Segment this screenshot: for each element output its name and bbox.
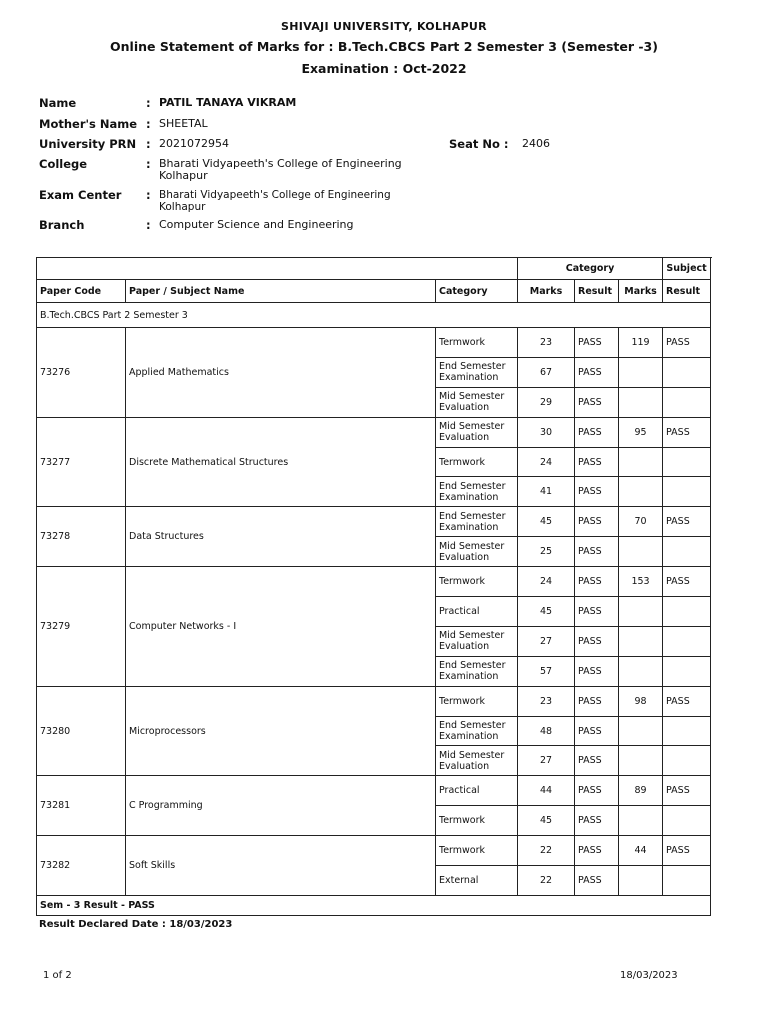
semester-label: B.Tech.CBCS Part 2 Semester 3 <box>37 303 711 328</box>
result-declared-date: Result Declared Date : 18/03/2023 <box>39 919 233 930</box>
center-line2: Kolhapur <box>159 201 206 213</box>
result-cell: PASS <box>575 716 619 746</box>
category-cell: End Semester Examination <box>436 716 518 746</box>
subject-marks-cell <box>619 866 663 896</box>
college-value <box>159 158 402 182</box>
page-number: 1 of 2 <box>43 970 72 981</box>
group-header-row <box>37 258 711 280</box>
subject-marks-cell <box>619 357 663 387</box>
colon: : <box>146 137 151 151</box>
subject-marks-cell: 95 <box>619 417 663 447</box>
result-cell: PASS <box>575 567 619 597</box>
group-subject: Subject <box>663 258 711 280</box>
col-paper-code: Paper Code <box>37 280 126 303</box>
university-title: SHIVAJI UNIVERSITY, KOLHAPUR <box>281 20 487 33</box>
result-cell: PASS <box>575 626 619 656</box>
subject-result-cell <box>663 477 711 507</box>
semester-result-row <box>37 895 711 915</box>
paper-code: 73279 <box>37 567 126 687</box>
subject-marks-cell <box>619 537 663 567</box>
result-cell: PASS <box>575 328 619 358</box>
category-cell: Mid Semester Evaluation <box>436 417 518 447</box>
subject-result-cell: PASS <box>663 836 711 866</box>
result-cell: PASS <box>575 866 619 896</box>
marks-cell: 23 <box>518 686 575 716</box>
category-cell: Termwork <box>436 806 518 836</box>
college-label: College <box>39 157 88 171</box>
result-cell: PASS <box>575 477 619 507</box>
colon: : <box>146 157 151 171</box>
category-cell: Termwork <box>436 686 518 716</box>
result-cell: PASS <box>575 537 619 567</box>
table-row <box>37 567 711 597</box>
subject-marks-cell: 153 <box>619 567 663 597</box>
subject-result-cell <box>663 656 711 686</box>
subject-marks-cell: 98 <box>619 686 663 716</box>
subject-marks-cell <box>619 387 663 417</box>
subject-result-cell: PASS <box>663 507 711 537</box>
paper-name: Microprocessors <box>126 686 436 776</box>
student-name: PATIL TANAYA VIKRAM <box>159 96 297 109</box>
name-label: Name <box>39 96 77 110</box>
category-cell: Termwork <box>436 836 518 866</box>
branch-label: Branch <box>39 218 85 232</box>
center-value <box>159 189 391 213</box>
print-date: 18/03/2023 <box>620 970 678 981</box>
category-cell: Mid Semester Evaluation <box>436 626 518 656</box>
marks-cell: 41 <box>518 477 575 507</box>
subject-result-cell <box>663 746 711 776</box>
group-header-blank <box>37 258 518 280</box>
college-line1: Bharati Vidyapeeth's College of Engineering <box>159 157 402 170</box>
paper-code: 73281 <box>37 776 126 836</box>
paper-name: Soft Skills <box>126 836 436 896</box>
marks-cell: 57 <box>518 656 575 686</box>
mother-label: Mother's Name <box>39 117 138 131</box>
marks-cell: 27 <box>518 626 575 656</box>
subject-result-cell: PASS <box>663 417 711 447</box>
category-cell: Mid Semester Evaluation <box>436 537 518 567</box>
col-subj-marks: Marks <box>619 280 663 303</box>
marks-cell: 23 <box>518 328 575 358</box>
table-row <box>37 328 711 358</box>
column-header-row <box>37 280 711 303</box>
result-cell: PASS <box>575 656 619 686</box>
table-row <box>37 686 711 716</box>
result-cell: PASS <box>575 806 619 836</box>
subject-marks-cell <box>619 746 663 776</box>
center-line1: Bharati Vidyapeeth's College of Engineering <box>159 189 391 201</box>
col-subj-result: Result <box>663 280 711 303</box>
result-cell: PASS <box>575 417 619 447</box>
semester-row <box>37 303 711 328</box>
semester-result: Sem - 3 Result - PASS <box>37 895 711 915</box>
col-result: Result <box>575 280 619 303</box>
result-cell: PASS <box>575 447 619 477</box>
mother-name: SHEETAL <box>159 117 208 130</box>
col-marks: Marks <box>518 280 575 303</box>
subject-marks-cell: 119 <box>619 328 663 358</box>
colon: : <box>146 117 151 131</box>
table-row <box>37 507 711 537</box>
table-row <box>37 776 711 806</box>
paper-name: Data Structures <box>126 507 436 567</box>
result-cell: PASS <box>575 746 619 776</box>
paper-code: 73278 <box>37 507 126 567</box>
col-paper-name: Paper / Subject Name <box>126 280 436 303</box>
marks-cell: 44 <box>518 776 575 806</box>
subject-marks-cell: 70 <box>619 507 663 537</box>
table-row <box>37 836 711 866</box>
result-cell: PASS <box>575 597 619 627</box>
category-cell: External <box>436 866 518 896</box>
paper-code: 73277 <box>37 417 126 507</box>
subject-result-cell <box>663 716 711 746</box>
marks-cell: 27 <box>518 746 575 776</box>
subject-result-cell <box>663 597 711 627</box>
result-cell: PASS <box>575 686 619 716</box>
subject-marks-cell <box>619 597 663 627</box>
col-category: Category <box>436 280 518 303</box>
subject-marks-cell: 89 <box>619 776 663 806</box>
branch-value: Computer Science and Engineering <box>159 218 354 231</box>
marks-cell: 22 <box>518 836 575 866</box>
subject-result-cell <box>663 387 711 417</box>
subject-result-cell <box>663 447 711 477</box>
subject-result-cell <box>663 806 711 836</box>
subject-marks-cell <box>619 656 663 686</box>
subject-result-cell: PASS <box>663 686 711 716</box>
paper-name: Applied Mathematics <box>126 328 436 418</box>
subject-result-cell <box>663 537 711 567</box>
subject-result-cell <box>663 626 711 656</box>
seat-label: Seat No : <box>449 137 509 151</box>
marks-cell: 45 <box>518 806 575 836</box>
paper-name: Discrete Mathematical Structures <box>126 417 436 507</box>
subject-marks-cell <box>619 806 663 836</box>
center-label: Exam Center <box>39 188 122 202</box>
subject-result-cell: PASS <box>663 567 711 597</box>
paper-code: 73282 <box>37 836 126 896</box>
seat-value: 2406 <box>522 137 550 150</box>
marks-table <box>36 257 711 916</box>
paper-code: 73276 <box>37 328 126 418</box>
marks-cell: 24 <box>518 567 575 597</box>
subject-result-cell <box>663 866 711 896</box>
category-cell: Practical <box>436 776 518 806</box>
prn-label: University PRN <box>39 137 137 151</box>
colon: : <box>146 188 151 202</box>
subject-result-cell: PASS <box>663 328 711 358</box>
paper-name: Computer Networks - I <box>126 567 436 687</box>
marks-cell: 45 <box>518 597 575 627</box>
group-category: Category <box>518 258 663 280</box>
result-cell: PASS <box>575 776 619 806</box>
colon: : <box>146 96 151 110</box>
marks-cell: 29 <box>518 387 575 417</box>
statement-title: Online Statement of Marks for : B.Tech.CBCS Part 2 Semester 3 (Semester -3) <box>110 39 658 54</box>
subject-result-cell <box>663 357 711 387</box>
category-cell: End Semester Examination <box>436 656 518 686</box>
college-line2: Kolhapur <box>159 169 208 182</box>
prn-value: 2021072954 <box>159 137 229 150</box>
subject-result-cell: PASS <box>663 776 711 806</box>
subject-marks-cell <box>619 447 663 477</box>
category-cell: Mid Semester Evaluation <box>436 387 518 417</box>
category-cell: Practical <box>436 597 518 627</box>
category-cell: End Semester Examination <box>436 477 518 507</box>
category-cell: Termwork <box>436 447 518 477</box>
category-cell: End Semester Examination <box>436 507 518 537</box>
result-cell: PASS <box>575 387 619 417</box>
category-cell: End Semester Examination <box>436 357 518 387</box>
exam-title: Examination : Oct-2022 <box>301 61 467 76</box>
paper-name: C Programming <box>126 776 436 836</box>
marks-cell: 25 <box>518 537 575 567</box>
marks-cell: 22 <box>518 866 575 896</box>
colon: : <box>146 218 151 232</box>
marks-cell: 30 <box>518 417 575 447</box>
subject-marks-cell <box>619 626 663 656</box>
marks-cell: 48 <box>518 716 575 746</box>
table-row <box>37 417 711 447</box>
result-cell: PASS <box>575 507 619 537</box>
result-cell: PASS <box>575 357 619 387</box>
subject-marks-cell <box>619 716 663 746</box>
paper-code: 73280 <box>37 686 126 776</box>
category-cell: Termwork <box>436 567 518 597</box>
category-cell: Mid Semester Evaluation <box>436 746 518 776</box>
marks-cell: 67 <box>518 357 575 387</box>
result-cell: PASS <box>575 836 619 866</box>
marks-cell: 24 <box>518 447 575 477</box>
subject-marks-cell <box>619 477 663 507</box>
category-cell: Termwork <box>436 328 518 358</box>
subject-marks-cell: 44 <box>619 836 663 866</box>
marks-cell: 45 <box>518 507 575 537</box>
